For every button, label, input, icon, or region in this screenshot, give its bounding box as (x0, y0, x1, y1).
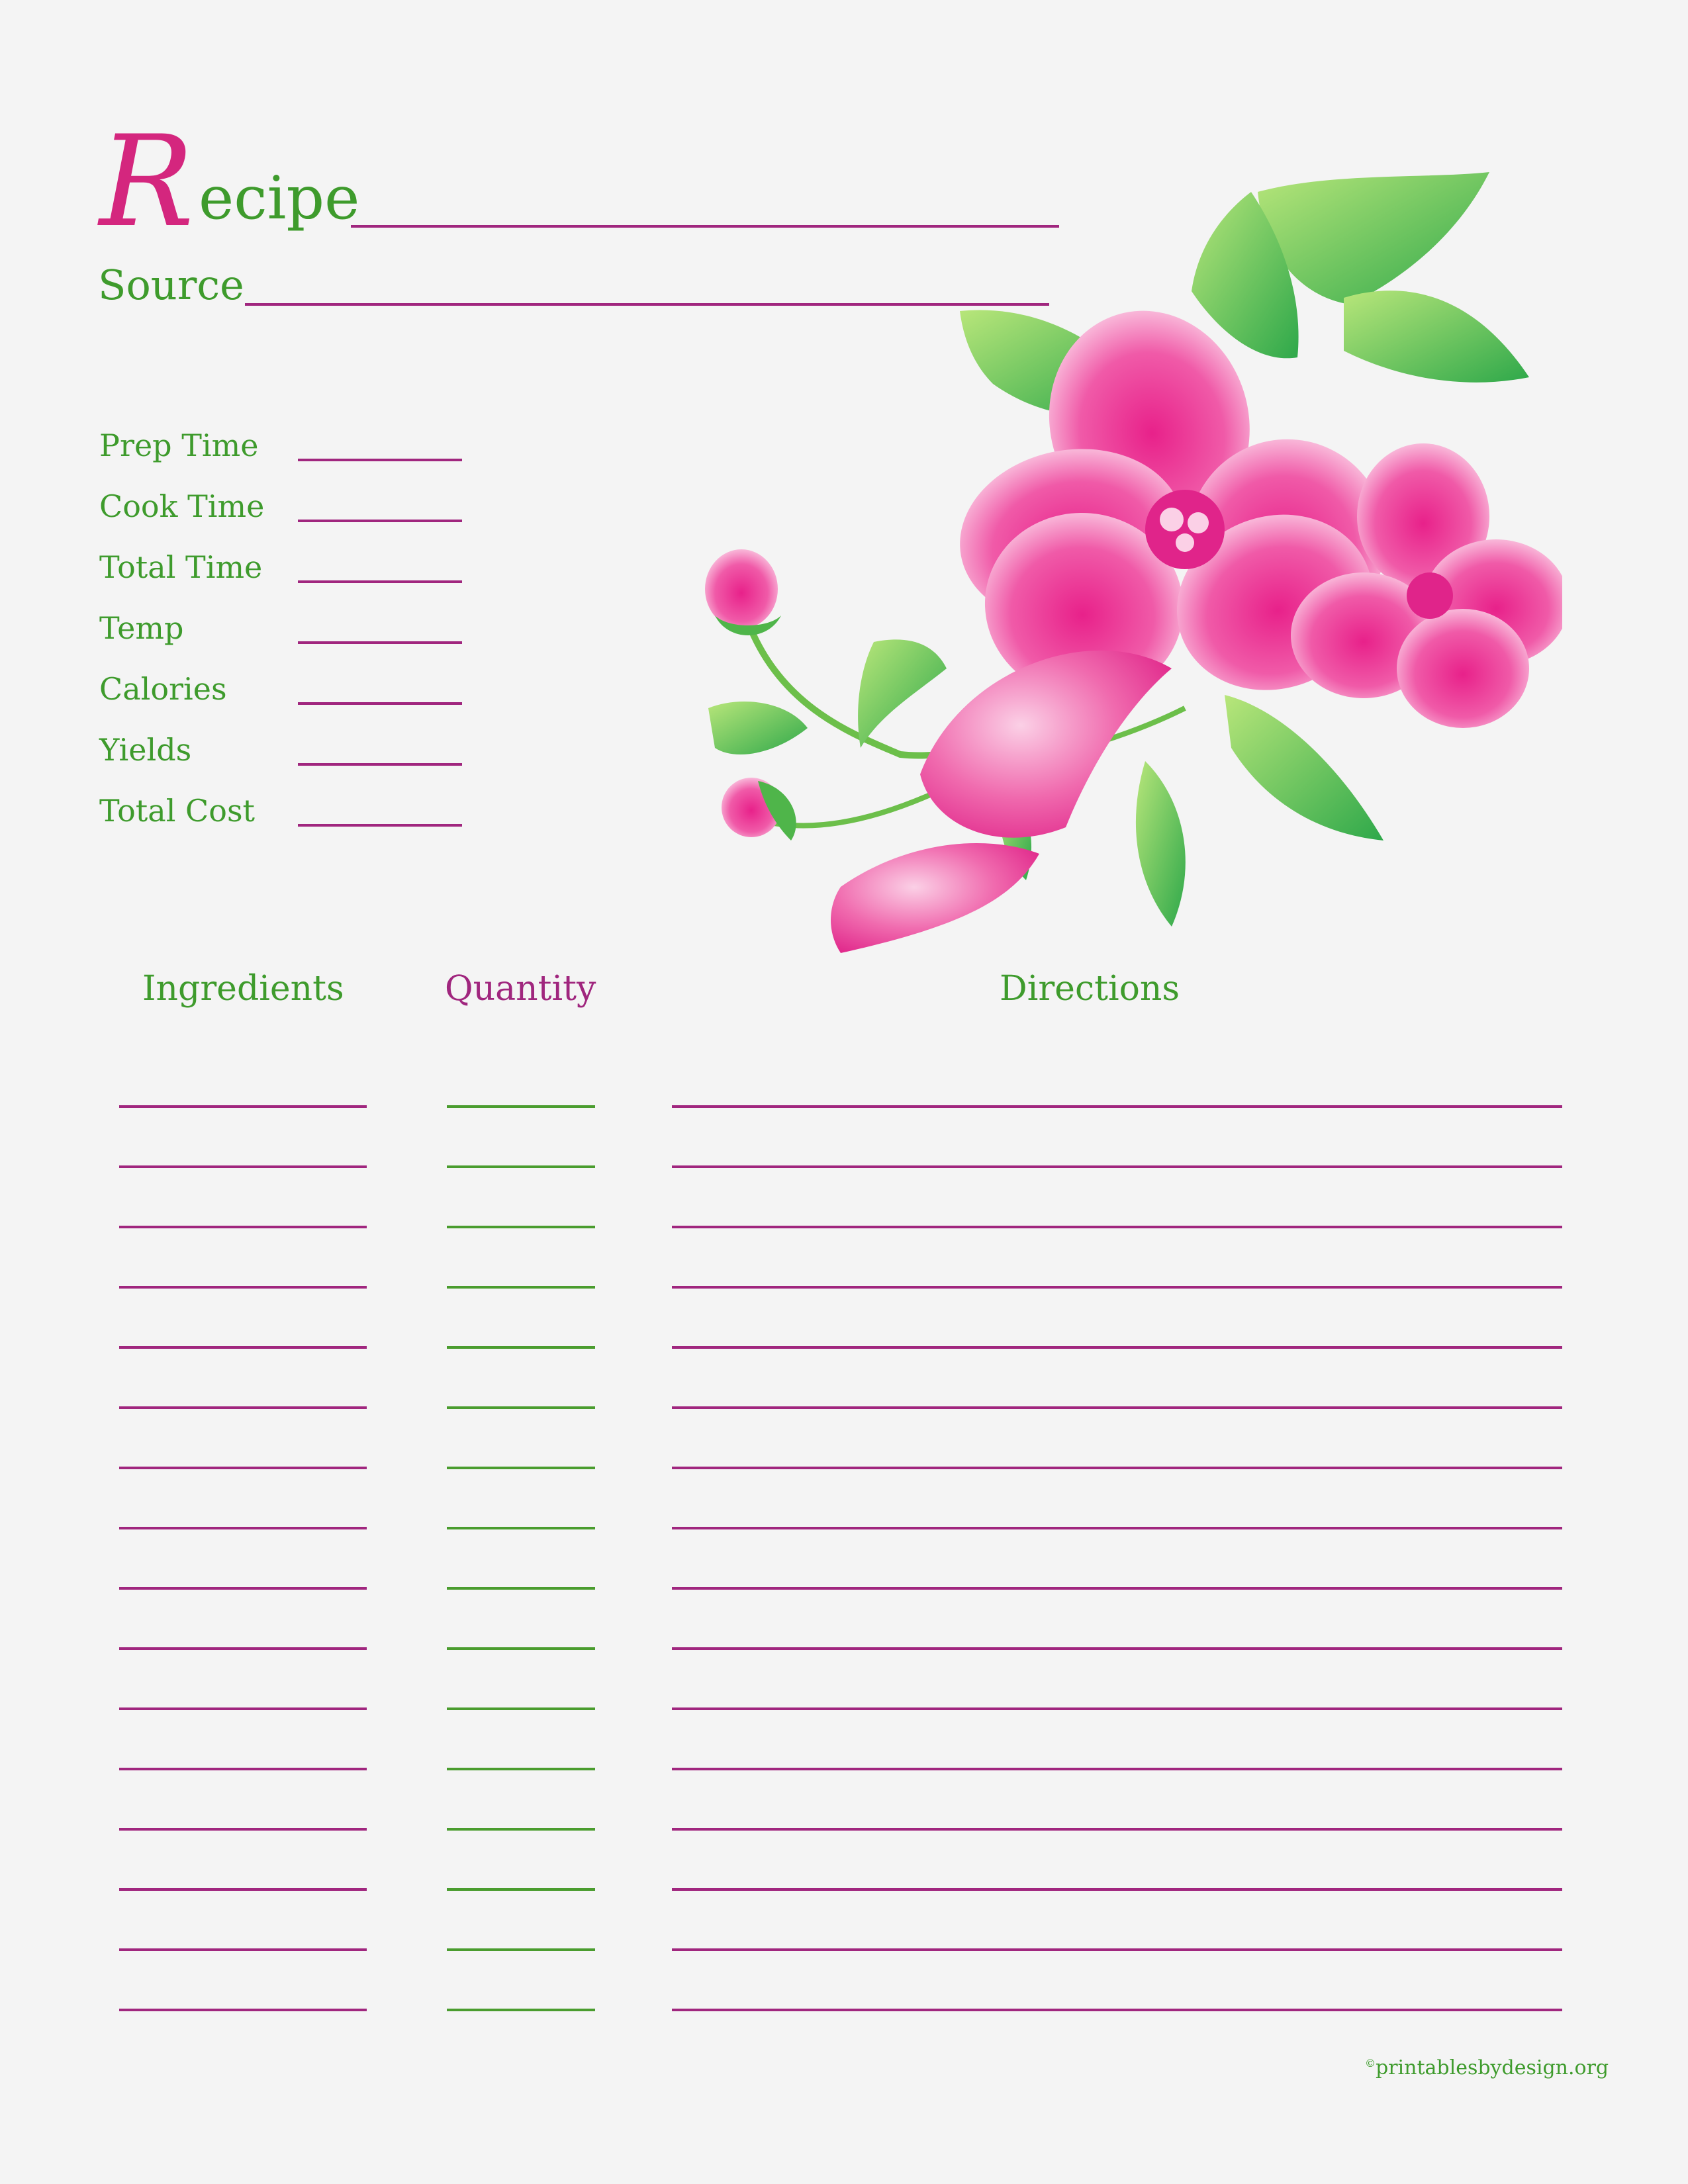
total-time-line[interactable] (298, 580, 462, 583)
quantity-line[interactable] (447, 1286, 595, 1289)
total-cost-label: Total Cost (99, 793, 256, 829)
direction-line[interactable] (672, 1105, 1562, 1108)
quantity-line[interactable] (447, 1406, 595, 1409)
direction-line[interactable] (672, 1286, 1562, 1289)
directions-header: Directions (1000, 969, 1180, 1009)
direction-line[interactable] (672, 2009, 1562, 2011)
quantity-line[interactable] (447, 1226, 595, 1228)
ingredient-line[interactable] (119, 1768, 367, 1770)
yields-line[interactable] (298, 763, 462, 766)
direction-line[interactable] (672, 1707, 1562, 1710)
quantity-line[interactable] (447, 1707, 595, 1710)
quantity-line[interactable] (447, 1768, 595, 1770)
ingredient-line[interactable] (119, 1888, 367, 1891)
footer-site-text: printablesbydesign.org (1376, 2056, 1609, 2079)
direction-line[interactable] (672, 1406, 1562, 1409)
ingredient-line[interactable] (119, 1707, 367, 1710)
direction-line[interactable] (672, 1165, 1562, 1168)
ingredient-line[interactable] (119, 1226, 367, 1228)
ingredients-header: Ingredients (142, 969, 344, 1009)
direction-line[interactable] (672, 1828, 1562, 1831)
quantity-line[interactable] (447, 1587, 595, 1590)
direction-line[interactable] (672, 1346, 1562, 1349)
direction-line[interactable] (672, 1587, 1562, 1590)
ingredient-line[interactable] (119, 1406, 367, 1409)
recipe-title-rest: ecipe (199, 163, 360, 233)
ingredient-line[interactable] (119, 1467, 367, 1469)
footer-credit (1365, 2058, 1609, 2078)
quantity-line[interactable] (447, 1165, 595, 1168)
pink-flower-bouquet-icon (682, 165, 1562, 973)
temp-line[interactable] (298, 641, 462, 644)
prep-time-label: Prep Time (99, 428, 259, 463)
direction-line[interactable] (672, 1888, 1562, 1891)
temp-label: Temp (99, 610, 184, 646)
ingredient-line[interactable] (119, 2009, 367, 2011)
direction-line[interactable] (672, 1527, 1562, 1529)
recipe-title-initial: R (99, 109, 195, 255)
quantity-line[interactable] (447, 1647, 595, 1650)
ingredient-line[interactable] (119, 1828, 367, 1831)
quantity-line[interactable] (447, 1527, 595, 1529)
ingredient-line[interactable] (119, 1587, 367, 1590)
prep-time-line[interactable] (298, 459, 462, 461)
ingredient-line[interactable] (119, 1286, 367, 1289)
quantity-line[interactable] (447, 2009, 595, 2011)
ingredient-line[interactable] (119, 1346, 367, 1349)
yields-label: Yields (99, 732, 192, 768)
ingredient-line[interactable] (119, 1527, 367, 1529)
direction-line[interactable] (672, 1647, 1562, 1650)
direction-line[interactable] (672, 1226, 1562, 1228)
total-cost-line[interactable] (298, 824, 462, 827)
source-label: Source (98, 261, 244, 309)
quantity-header: Quantity (445, 969, 596, 1009)
ingredient-line[interactable] (119, 1948, 367, 1951)
cook-time-label: Cook Time (99, 488, 265, 524)
copyright-symbol: © (1365, 2057, 1376, 2070)
ingredient-line[interactable] (119, 1165, 367, 1168)
ingredient-line[interactable] (119, 1647, 367, 1650)
direction-line[interactable] (672, 1467, 1562, 1469)
quantity-line[interactable] (447, 1828, 595, 1831)
total-time-label: Total Time (99, 549, 263, 585)
cook-time-line[interactable] (298, 520, 462, 522)
quantity-line[interactable] (447, 1948, 595, 1951)
ingredient-line[interactable] (119, 1105, 367, 1108)
direction-line[interactable] (672, 1948, 1562, 1951)
quantity-line[interactable] (447, 1467, 595, 1469)
calories-line[interactable] (298, 702, 462, 705)
quantity-line[interactable] (447, 1346, 595, 1349)
direction-line[interactable] (672, 1768, 1562, 1770)
calories-label: Calories (99, 671, 227, 707)
quantity-line[interactable] (447, 1888, 595, 1891)
quantity-line[interactable] (447, 1105, 595, 1108)
